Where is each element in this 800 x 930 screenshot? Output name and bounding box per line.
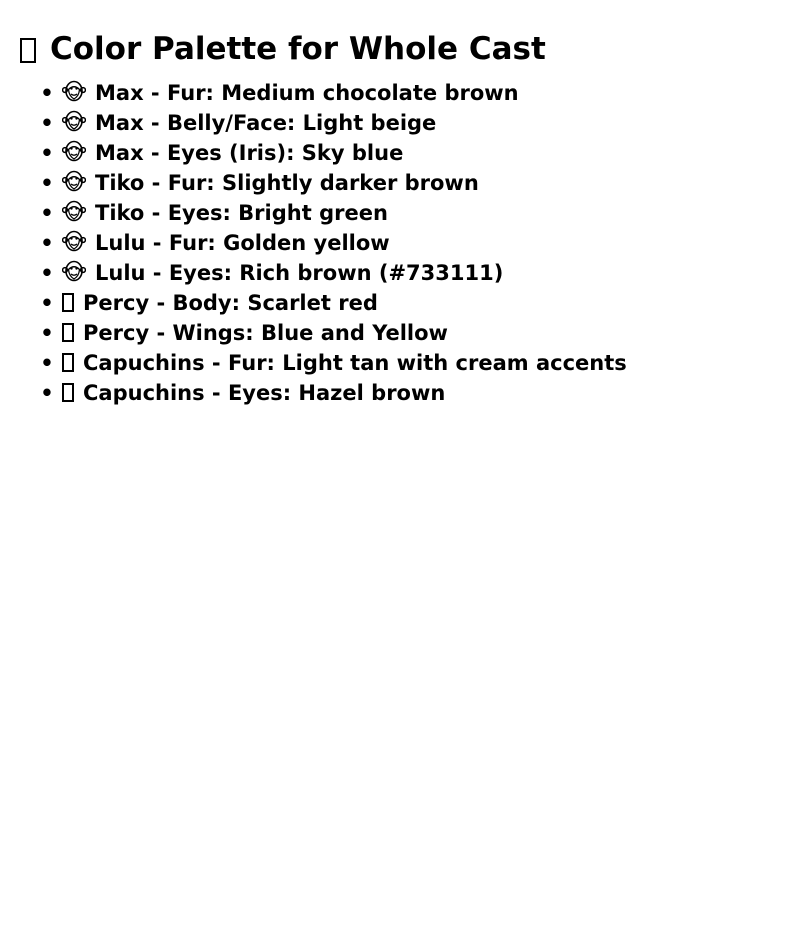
monkey-face-icon bbox=[62, 260, 86, 282]
list-item bbox=[0, 138, 627, 168]
monkey-face-icon bbox=[62, 230, 86, 252]
list-item-text: Max - Fur: Medium chocolate brown bbox=[95, 81, 519, 105]
list-item-text: Tiko - Fur: Slightly darker brown bbox=[95, 171, 479, 195]
list-item-text: Lulu - Eyes: Rich brown (#733111) bbox=[95, 261, 504, 285]
list-item-text: Max - Belly/Face: Light beige bbox=[95, 111, 437, 135]
missing-glyph-icon bbox=[20, 38, 36, 63]
missing-glyph-icon bbox=[62, 353, 74, 372]
missing-glyph-icon bbox=[62, 383, 74, 402]
bullet-icon: • bbox=[40, 351, 54, 375]
bullet-icon: • bbox=[40, 321, 54, 345]
bullet-icon: • bbox=[40, 381, 54, 405]
list-item bbox=[0, 228, 627, 258]
list-item bbox=[0, 198, 627, 228]
bullet-icon: • bbox=[40, 201, 54, 225]
list-item bbox=[0, 288, 627, 318]
page-title-text: Color Palette for Whole Cast bbox=[50, 31, 546, 67]
list-item-text: Lulu - Fur: Golden yellow bbox=[95, 231, 390, 255]
list-item bbox=[0, 168, 627, 198]
list-item-text: Percy - Wings: Blue and Yellow bbox=[83, 321, 448, 345]
list-item bbox=[0, 78, 627, 108]
missing-glyph-icon bbox=[62, 293, 74, 312]
list-item bbox=[0, 258, 627, 288]
page-title bbox=[20, 29, 546, 69]
list-item-text: Percy - Body: Scarlet red bbox=[83, 291, 378, 315]
bullet-icon: • bbox=[40, 291, 54, 315]
list-item bbox=[0, 378, 627, 408]
list-item-text: Tiko - Eyes: Bright green bbox=[95, 201, 388, 225]
list-item bbox=[0, 348, 627, 378]
bullet-icon: • bbox=[40, 231, 54, 255]
list-item bbox=[0, 318, 627, 348]
list-item-text: Capuchins - Eyes: Hazel brown bbox=[83, 381, 446, 405]
bullet-icon: • bbox=[40, 171, 54, 195]
list-item-text: Max - Eyes (Iris): Sky blue bbox=[95, 141, 404, 165]
monkey-face-icon bbox=[62, 80, 86, 102]
list-item-text: Capuchins - Fur: Light tan with cream accents bbox=[83, 351, 627, 375]
color-palette-list bbox=[0, 78, 627, 408]
bullet-icon: • bbox=[40, 261, 54, 285]
missing-glyph-icon bbox=[62, 323, 74, 342]
monkey-face-icon bbox=[62, 110, 86, 132]
monkey-face-icon bbox=[62, 140, 86, 162]
monkey-face-icon bbox=[62, 170, 86, 192]
bullet-icon: • bbox=[40, 81, 54, 105]
list-item bbox=[0, 108, 627, 138]
bullet-icon: • bbox=[40, 141, 54, 165]
bullet-icon: • bbox=[40, 111, 54, 135]
monkey-face-icon bbox=[62, 200, 86, 222]
